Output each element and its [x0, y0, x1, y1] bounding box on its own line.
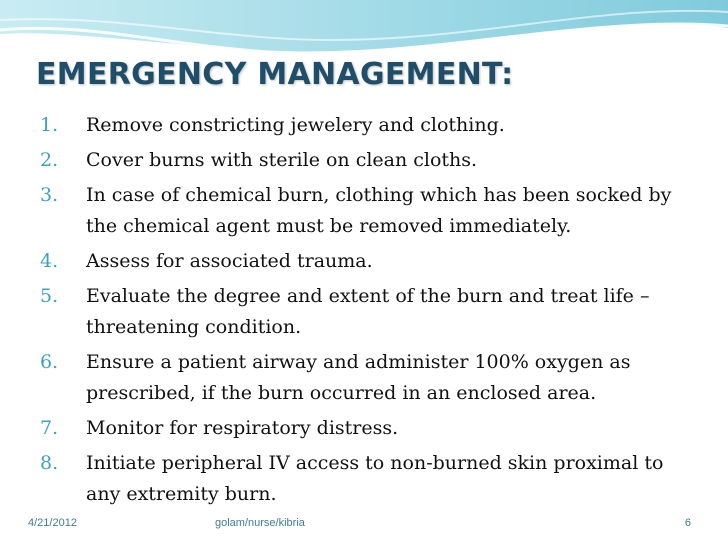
list-item-number: 1. [40, 114, 59, 136]
list-item [40, 281, 700, 343]
list-item [40, 448, 700, 510]
list-item-number: 5. [40, 285, 59, 307]
list-item-text: Initiate peripheral IV access to non-burned skin proximal to any extremity burn. [86, 452, 664, 505]
emergency-steps-list [40, 110, 700, 514]
footer-date: 4/21/2012 [28, 517, 77, 529]
list-item-text: Ensure a patient airway and administer 100% oxygen as prescribed, if the burn occurred in an enclosed area. [86, 351, 631, 404]
list-item-number: 2. [40, 149, 59, 171]
list-item-number: 8. [40, 452, 59, 474]
list-item [40, 347, 700, 409]
list-item-number: 6. [40, 351, 59, 373]
list-item [40, 413, 700, 444]
list-item [40, 145, 700, 176]
list-item-text: Evaluate the degree and extent of the burn and treat life – threatening condition. [86, 285, 650, 338]
list-item-text: In case of chemical burn, clothing which has been socked by the chemical agent must be removed immediately. [86, 184, 672, 237]
list-item [40, 110, 700, 141]
list-item-number: 7. [40, 417, 59, 439]
list-item [40, 180, 700, 242]
list-item-text: Remove constricting jewelery and clothing. [86, 114, 505, 136]
list-item-number: 3. [40, 184, 59, 206]
slide-title: EMERGENCY MANAGEMENT: [36, 57, 514, 92]
slide-footer [0, 517, 728, 535]
list-item-number: 4. [40, 250, 59, 272]
list-item [40, 246, 700, 277]
list-item-text: Cover burns with sterile on clean cloths. [86, 149, 478, 171]
list-item-text: Assess for associated trauma. [86, 250, 373, 272]
slide-number: 6 [684, 517, 691, 529]
list-item-text: Monitor for respiratory distress. [86, 417, 399, 439]
footer-author: golam/nurse/kibria [215, 517, 305, 529]
